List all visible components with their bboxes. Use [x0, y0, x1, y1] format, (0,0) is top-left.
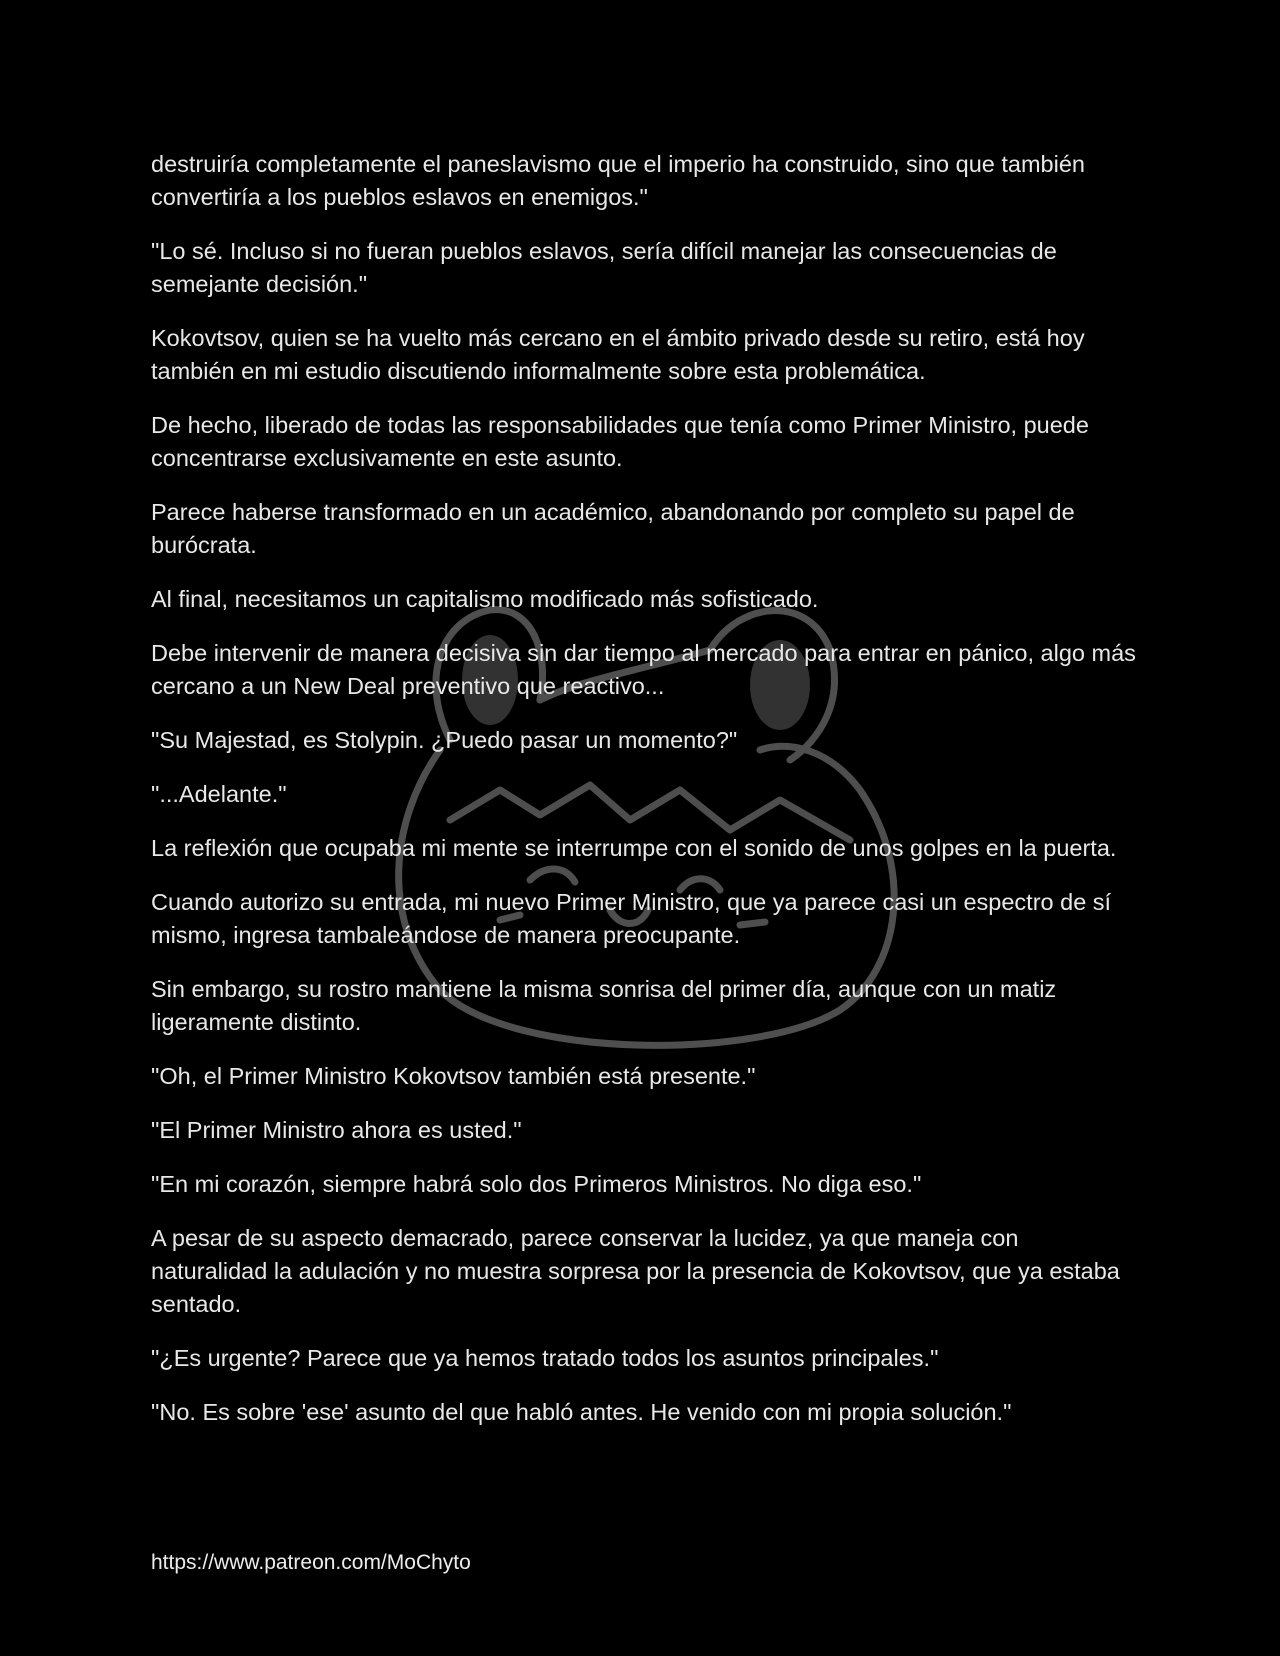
- patreon-link[interactable]: https://www.patreon.com/MoChyto: [151, 1551, 471, 1574]
- paragraph: "...Adelante.": [151, 781, 287, 807]
- paragraph: destruiría completamente el paneslavismo que el imperio ha construido, sino que también convertiría a los pueblos eslavos en enemigos.": [151, 151, 1085, 210]
- paragraph: "En mi corazón, siempre habrá solo dos Primeros Ministros. No diga eso.": [151, 1171, 922, 1197]
- paragraph: "Oh, el Primer Ministro Kokovtsov también está presente.": [151, 1063, 756, 1089]
- paragraph: "El Primer Ministro ahora es usted.": [151, 1117, 522, 1143]
- paragraph: "No. Es sobre 'ese' asunto del que habló antes. He venido con mi propia solución.": [151, 1399, 1012, 1425]
- paragraph: La reflexión que ocupaba mi mente se interrumpe con el sonido de unos golpes en la puerta.: [151, 835, 1117, 861]
- paragraph: Sin embargo, su rostro mantiene la misma sonrisa del primer día, aunque con un matiz ligeramente distinto.: [151, 976, 1057, 1035]
- paragraph: "Lo sé. Incluso si no fueran pueblos eslavos, sería difícil manejar las consecuencias de semejante decisión.": [151, 238, 1057, 297]
- paragraph: A pesar de su aspecto demacrado, parece conservar la lucidez, ya que maneja con naturalidad la adulación y no muestra sorpresa por la presencia de Kokovtsov, que ya estaba sentado.: [151, 1225, 1120, 1317]
- paragraph: Cuando autorizo su entrada, mi nuevo Primer Ministro, que ya parece casi un espectro de sí mismo, ingresa tambaleándose de manera preocupante.: [151, 889, 1112, 948]
- paragraph: "Su Majestad, es Stolypin. ¿Puedo pasar un momento?": [151, 727, 738, 753]
- paragraph: Kokovtsov, quien se ha vuelto más cercano en el ámbito privado desde su retiro, está hoy también en mi estudio discutiendo informalmente sobre esta problemática.: [151, 325, 1085, 384]
- chapter-text: [151, 148, 1141, 1450]
- paragraph: Parece haberse transformado en un académico, abandonando por completo su papel de burócrata.: [151, 499, 1075, 558]
- paragraph: Al final, necesitamos un capitalismo modificado más sofisticado.: [151, 586, 819, 612]
- paragraph: "¿Es urgente? Parece que ya hemos tratado todos los asuntos principales.": [151, 1345, 939, 1371]
- paragraph: De hecho, liberado de todas las responsabilidades que tenía como Primer Ministro, puede concentrarse exclusivamente en este asunto.: [151, 412, 1089, 471]
- paragraph: Debe intervenir de manera decisiva sin dar tiempo al mercado para entrar en pánico, algo más cercano a un New Deal preventivo que reactivo...: [151, 640, 1136, 699]
